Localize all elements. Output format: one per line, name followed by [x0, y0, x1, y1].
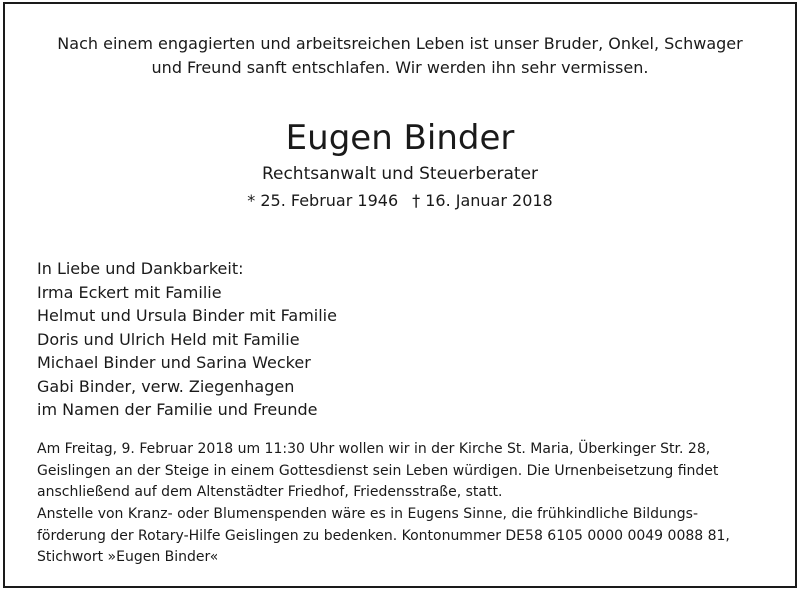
mourner-name: im Namen der Familie und Freunde [37, 400, 318, 419]
deceased-profession: Rechtsanwalt und Steuerberater [261, 164, 539, 184]
mourner-name: Doris und Ulrich Held mit Familie [37, 329, 300, 349]
funeral-line: anschließend auf dem Altenstädter Friedhof, Friedensstraße, statt. [37, 484, 503, 500]
mourners-heading: In Liebe und Dankbarkeit: [37, 259, 244, 278]
life-dates [5, 189, 795, 213]
mourners-list [37, 257, 337, 422]
deceased-name: Eugen Binder [285, 118, 515, 158]
donation-line: Stichwort »Eugen Binder« [37, 549, 219, 565]
intro-line: Nach einem engagierten und arbeitsreichen Leben ist unser Bruder, Onkel, Schwager [57, 34, 743, 53]
mourner-name: Irma Eckert mit Familie [37, 282, 222, 302]
funeral-line: Am Freitag, 9. Februar 2018 um 11:30 Uhr wollen wir in der Kirche St. Maria, Überkinger Str. 28, [37, 441, 711, 457]
birth-date: * 25. Februar 1946 [247, 191, 399, 210]
mourner-name: Michael Binder und Sarina Wecker [37, 353, 311, 372]
donation-line: förderung der Rotary-Hilfe Geislingen zu bedenken. Kontonummer DE58 6105 0000 0049 0088 81, [37, 527, 730, 544]
mourner-name: Gabi Binder, verw. Ziegenhagen [37, 376, 295, 396]
funeral-details [37, 439, 771, 504]
donation-line: Anstelle von Kranz- oder Blumenspenden wäre es in Eugens Sinne, die frühkindliche Bildungs- [37, 506, 699, 522]
obituary-notice [3, 2, 797, 588]
intro-line: und Freund sanft entschlafen. Wir werden ihn sehr vermissen. [151, 58, 649, 77]
death-date: † 16. Januar 2018 [412, 191, 553, 210]
funeral-line: Geislingen an der Steige in einem Gottesdienst sein Leben würdigen. Die Urnenbeisetzung findet [37, 462, 719, 479]
mourner-name: Helmut und Ursula Binder mit Familie [37, 306, 337, 325]
intro-text [5, 32, 795, 80]
donation-note [37, 504, 771, 569]
